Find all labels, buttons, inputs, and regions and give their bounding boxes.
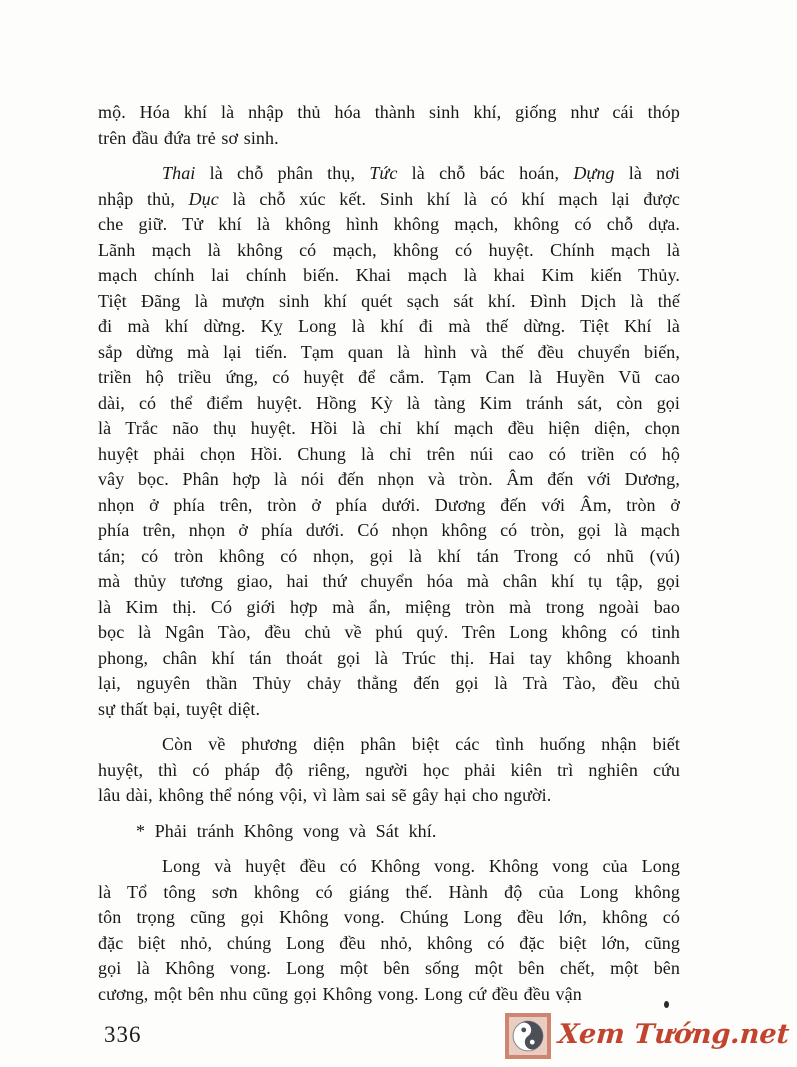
text-run: là chỗ xúc kết. Sinh khí là có khí mạch lại được — [218, 188, 680, 209]
yin-yang-icon-svg — [511, 1019, 545, 1053]
italic-term: Tức — [369, 163, 398, 183]
yin-yang-icon — [505, 1013, 551, 1059]
text-run: là chỗ phân thụ, — [195, 163, 370, 183]
text-line: Long và huyệt đều có Không vong. Không vong của Long — [162, 856, 680, 876]
italic-term: Dục — [188, 188, 219, 209]
paragraph — [98, 161, 680, 722]
text-line: là Tổ tông sơn không có giáng thế. Hành độ của Long không — [98, 881, 680, 902]
text-line: là Trắc não thụ huyệt. Hồi là chỉ khí mạch đều hiện diện, chọn — [98, 418, 680, 438]
text-line: bọc là Ngân Tào, đều chủ về phú quý. Trên Long không có tinh — [98, 622, 680, 642]
text-line: phong, chân khí tán thoát gọi là Trúc thị. Hai tay không khoanh — [98, 647, 680, 668]
text-line: mà thủy tương giao, hai thứ chuyển hóa mà chân khí tụ tập, gọi — [98, 571, 680, 591]
page-number: 336 — [104, 1022, 142, 1047]
text-line: trên đầu đứa trẻ sơ sinh. — [98, 127, 279, 148]
paragraph — [98, 854, 680, 1007]
watermark-text: Xem Tướng.net — [557, 1018, 791, 1050]
text-line: phía trên, nhọn ở phía dưới. Có nhọn không có tròn, gọi là mạch — [98, 520, 680, 540]
text-line: là Kim thị. Có giới hợp mà ẩn, miệng tròn mà trong ngoài bao — [98, 596, 680, 617]
text-run: nhập thủ, — [98, 188, 189, 209]
text-line: lại, nguyên thần Thủy chảy thẳng đến gọi là Trà Tào, đều chủ — [98, 673, 680, 693]
text-line: gọi là Không vong. Long một bên sống một bên chết, một bên — [98, 958, 680, 978]
ink-speck — [664, 1001, 669, 1008]
italic-term: Dựng — [573, 163, 615, 183]
text-line: che giữ. Tử khí là không hình không mạch, không có chỗ dựa. — [98, 214, 680, 234]
text-run: là nơi — [614, 163, 680, 183]
text-line: tôn trọng cũng gọi Không vong. Chúng Long đều lớn, không có — [98, 907, 680, 927]
text-line: * Phải tránh Không vong và Sát khí. — [136, 820, 437, 841]
text-block — [98, 100, 680, 1007]
text-line: mạch chính lai chính biến. Khai mạch là khai Kim kiến Thủy. — [98, 265, 680, 285]
text-line: đặc biệt nhỏ, chúng Long đều nhỏ, không có đặc biệt lớn, cũng — [98, 932, 680, 953]
text-line: tán; có tròn không có nhọn, gọi là khí tán Trong có nhũ (vú) — [98, 545, 680, 566]
text-line: dài, có thể điểm huyệt. Hồng Kỳ là tàng Kim tránh sát, còn gọi — [98, 392, 680, 413]
text-line: triền hộ triều ứng, có huyệt để cắm. Tạm Can là Huyền Vũ cao — [98, 367, 680, 387]
text-run: là chỗ bác hoán, — [397, 163, 574, 183]
text-line: cương, một bên nhu cũng gọi Không vong. Long cứ đều đều vận — [98, 983, 582, 1004]
text-line: nhọn ở phía trên, tròn ở phía dưới. Dương đến với Âm, tròn ở — [98, 494, 680, 515]
text-line: huyệt, thì có pháp độ riêng, người học phải kiên trì nghiên cứu — [98, 759, 680, 780]
text-line: sự thất bại, tuyệt diệt. — [98, 698, 261, 719]
text-line — [98, 187, 680, 213]
text-line: Lãnh mạch là không có mạch, không có huyệt. Chính mạch là — [98, 239, 680, 260]
text-line: mộ. Hóa khí là nhập thủ hóa thành sinh khí, giống như cái thóp — [98, 102, 680, 122]
text-line: vây bọc. Phân hợp là nói đến nhọn và tròn. Âm đến với Dương, — [98, 469, 680, 489]
italic-term: Thai — [162, 163, 196, 183]
text-line — [98, 161, 680, 187]
paragraph — [98, 100, 680, 151]
watermark — [505, 1013, 789, 1059]
text-line: đi mà khí dừng. Kỵ Long là khí đi mà thế dừng. Tiệt Khí là — [98, 316, 680, 336]
text-line: sắp dừng mà lại tiến. Tạm quan là hình và thế đều chuyển biến, — [98, 341, 680, 362]
text-line: Tiệt Đãng là mượn sinh khí quét sạch sát khí. Đình Dịch là thế — [98, 290, 680, 311]
text-line: lâu dài, không thể nóng vội, vì làm sai sẽ gây hại cho người. — [98, 785, 552, 805]
paragraph — [98, 732, 680, 809]
text-line: Còn về phương diện phân biệt các tình huống nhận biết — [162, 734, 680, 754]
paragraph — [98, 819, 680, 845]
text-line: huyệt phải chọn Hồi. Chung là chỉ trên núi cao có triền có hộ — [98, 443, 680, 464]
